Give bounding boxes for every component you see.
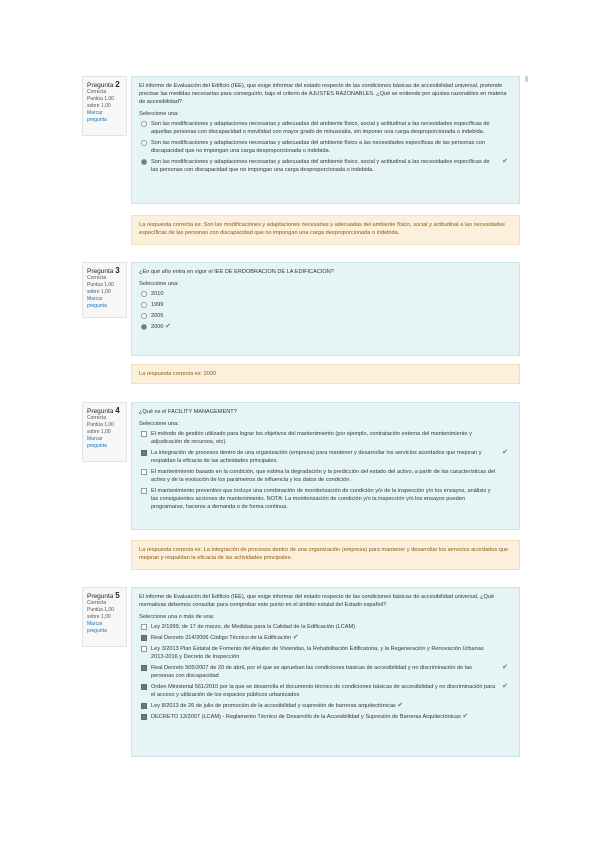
question-content-4 xyxy=(131,402,520,530)
question-info-5: Pregunta 5 Correcta Puntúa 1,00 sobre 1,00 Marcar pregunta xyxy=(82,587,127,647)
select-label: Seleccione una: xyxy=(139,281,179,287)
correct-answer-text: La respuesta correcta es: Son las modificaciones y adaptaciones necesarias y adecuadas del ambiente físico, social y actitudinal a las necesidades específicas de las personas con discapacidad que no impongan una carga desproporcionada o indebida. xyxy=(139,222,505,236)
answer-checkbox[interactable]: DECRETO 13/2007 (LCAM) - Reglamento Técnico de Desarrollo de la Accesibilidad y Supresión de Barreras Arquitectónicas ✔ xyxy=(139,713,512,721)
correct-answer-text: La respuesta correcta es: La integración de procesos dentro de una organización (empresa) para mantener y desarrollar los servicios acordados que mejoran y respaldan la eficacia de las actividades principales. xyxy=(139,547,509,561)
question-text: El informe de Evaluación del Edificio (IEE), que exige informar del estado respecto de las condiciones básicas de accesibilidad universal, pretende precisar las medidas necesarias para conseguirlo, bajo el criterio de AJUSTES RAZONABLES. ¿Qué se entiende por ajustes razonables en materia de accesibilidad? xyxy=(139,83,507,105)
checkbox-checked[interactable] xyxy=(141,635,147,641)
answer-option[interactable]: 2005 xyxy=(139,312,512,320)
answer-option[interactable]: El mantenimiento preventivo que incluye una combinación de monitorización de condición y/o de la inspección y/o los ensayos, análisis y las consiguientes acciones de mantenimiento. NOTA: La monitorización de condición y/o la inspección y/o los ensayos pueden programarse, hacerse a demanda o de forma continua. xyxy=(139,487,512,511)
answer-option[interactable]: Son las modificaciones y adaptaciones necesarias y adecuadas del ambiente físico, social y actitudinal a las necesidades específicas de aquellas personas con discapacidad o movilidad con mayor grado de minusvalía, sin imponer una carga desproporcionada o indebida. xyxy=(139,120,512,136)
check-icon: ✔ xyxy=(292,634,299,641)
radio-button[interactable] xyxy=(141,302,147,308)
radio-button[interactable] xyxy=(141,140,147,146)
check-icon: ✔ xyxy=(397,702,404,709)
question-content-5 xyxy=(131,587,520,757)
flag-question-link[interactable]: Marcar pregunta xyxy=(87,296,107,309)
question-score: Puntúa 1,00 sobre 1,00 xyxy=(87,422,114,435)
check-icon: ✔ xyxy=(502,158,508,165)
select-label: Seleccione una: xyxy=(139,111,179,117)
answer-checkbox[interactable]: Ley 2/1999, de 17 de marzo, de Medidas para la Calidad de la Edificación (LCAM) xyxy=(139,623,512,631)
checkbox-checked[interactable] xyxy=(141,665,147,671)
radio-button[interactable] xyxy=(141,469,147,475)
question-status: Correcta xyxy=(87,89,107,95)
answer-checkbox[interactable]: Real Decreto 314/2006 Código Técnico de la Edificación ✔ xyxy=(139,634,512,642)
check-icon: ✔ xyxy=(502,664,508,671)
question-number: 2 xyxy=(115,80,120,89)
question-info-2: Pregunta 2 Correcta Puntúa 1,00 sobre 1,00 Marcar pregunta xyxy=(82,76,127,136)
question-number: 4 xyxy=(115,406,120,415)
answer-option[interactable]: Son las modificaciones y adaptaciones necesarias y adecuadas del ambiente físico a las necesidades específicas de las personas con discapacidad que no impongan una carga desproporcionada o indebida. xyxy=(139,139,512,155)
correct-answer-text: La respuesta correcta es: 2000 xyxy=(139,371,217,377)
checkbox[interactable] xyxy=(141,624,147,630)
question-info-3: Pregunta 3 Correcta Puntúa 1,00 sobre 1,00 Marcar pregunta xyxy=(82,262,127,318)
check-icon: ✔ xyxy=(502,683,508,690)
radio-button[interactable] xyxy=(141,431,147,437)
question-number: 5 xyxy=(115,591,120,600)
check-icon: ✔ xyxy=(462,713,469,720)
answer-option[interactable]: El mantenimiento basado en la condición, que estima la degradación y la predicción del estado del activo, a partir de las características del activo y de la evolución de los parámetros de influencia y los datos de condición. xyxy=(139,468,512,484)
answer-checkbox[interactable]: Real Decreto 505/2007 de 20 de abril, por el que se aprueban las condiciones básicas de accesibilidad y no discriminación de las personas con discapacidad ✔ xyxy=(139,664,512,680)
question-score: Puntúa 1,00 sobre 1,00 xyxy=(87,607,114,620)
question-text: ¿En qué año entra en vigor el IEE DE ERDOBRACION DE LA EDIFICACION? xyxy=(139,269,334,275)
radio-button[interactable] xyxy=(141,291,147,297)
question-score: Puntúa 1,00 sobre 1,00 xyxy=(87,96,114,109)
scrollbar-thumb[interactable] xyxy=(525,76,528,82)
question-score: Puntúa 1,00 sobre 1,00 xyxy=(87,282,114,295)
answer-checkbox[interactable]: Ley 8/2013 de 26 de julio de promoción de la accesibilidad y supresión de barreras arquitectónicas ✔ xyxy=(139,702,512,710)
answer-option[interactable]: 2010 xyxy=(139,290,512,298)
flag-question-link[interactable]: Marcar pregunta xyxy=(87,110,107,123)
checkbox-checked[interactable] xyxy=(141,703,147,709)
answer-option[interactable]: 2000 ✔ xyxy=(139,323,512,331)
check-icon: ✔ xyxy=(165,323,171,330)
question-status: Correcta xyxy=(87,275,107,281)
question-text: ¿Qué es el FACILITY MANAGEMENT? xyxy=(139,409,237,415)
radio-button[interactable] xyxy=(141,121,147,127)
feedback-box xyxy=(131,540,520,570)
radio-button-selected[interactable] xyxy=(141,450,147,456)
answer-option[interactable]: 1999 xyxy=(139,301,512,309)
answer-checkbox[interactable]: Orden Ministerial 561/2010 por la que se desarrolla el documento técnico de condiciones básicas de accesibilidad y no discriminación para el acceso y utilización de los espacios públicos urbanizados ✔ xyxy=(139,683,512,699)
radio-button[interactable] xyxy=(141,488,147,494)
answer-checkbox[interactable]: Ley 3/2013 Plan Estatal de Fomento del Alquiler de Viviendas, la Rehabilitación Edificatoria, y la Regeneración y Renovación Urbanas 2013-2016 y Decreto de Inspección xyxy=(139,645,512,661)
select-label: Seleccione una: xyxy=(139,421,179,427)
question-status: Correcta xyxy=(87,600,107,606)
question-content-3 xyxy=(131,262,520,356)
radio-button[interactable] xyxy=(141,313,147,319)
checkbox-checked[interactable] xyxy=(141,684,147,690)
radio-button-selected[interactable] xyxy=(141,324,147,330)
question-info-4: Pregunta 4 Correcta Puntúa 1,00 sobre 1,00 Marcar pregunta xyxy=(82,402,127,462)
answer-option[interactable]: La integración de procesos dentro de una organización (empresa) para mantener y desarrollar los servicios acordados que mejoran y respaldan la eficacia de las actividades principales. ✔ xyxy=(139,449,512,465)
feedback-box xyxy=(131,215,520,245)
question-number: 3 xyxy=(115,266,120,275)
feedback-box xyxy=(131,364,520,384)
checkbox-checked[interactable] xyxy=(141,714,147,720)
select-label: Seleccione una o más de una: xyxy=(139,614,215,620)
checkbox[interactable] xyxy=(141,646,147,652)
check-icon: ✔ xyxy=(502,449,508,456)
question-status: Correcta xyxy=(87,415,107,421)
flag-question-link[interactable]: Marcar pregunta xyxy=(87,436,107,449)
radio-button-selected[interactable] xyxy=(141,159,147,165)
answer-option[interactable]: El método de gestión utilizado para lograr los objetivos del mantenimiento (por ejemplo, contratación externa del mantenimiento y adjudicación de recursos, etc). xyxy=(139,430,512,446)
flag-question-link[interactable]: Marcar pregunta xyxy=(87,621,107,634)
answer-option[interactable]: Son las modificaciones y adaptaciones necesarias y adecuadas del ambiente físico, social y actitudinal a las necesidades específicas de las personas con discapacidad que no impongan una carga desproporcionada o indebida. ✔ xyxy=(139,158,512,174)
question-text: El informe de Evaluación del Edificio (IEE), que exige informar del estado respecto de las condiciones básicas de accesibilidad universal, ¿Qué normativas debemos consultar para comprobar este punto en el ámbito estatal del Estado español? xyxy=(139,594,495,608)
question-content-2 xyxy=(131,76,520,204)
